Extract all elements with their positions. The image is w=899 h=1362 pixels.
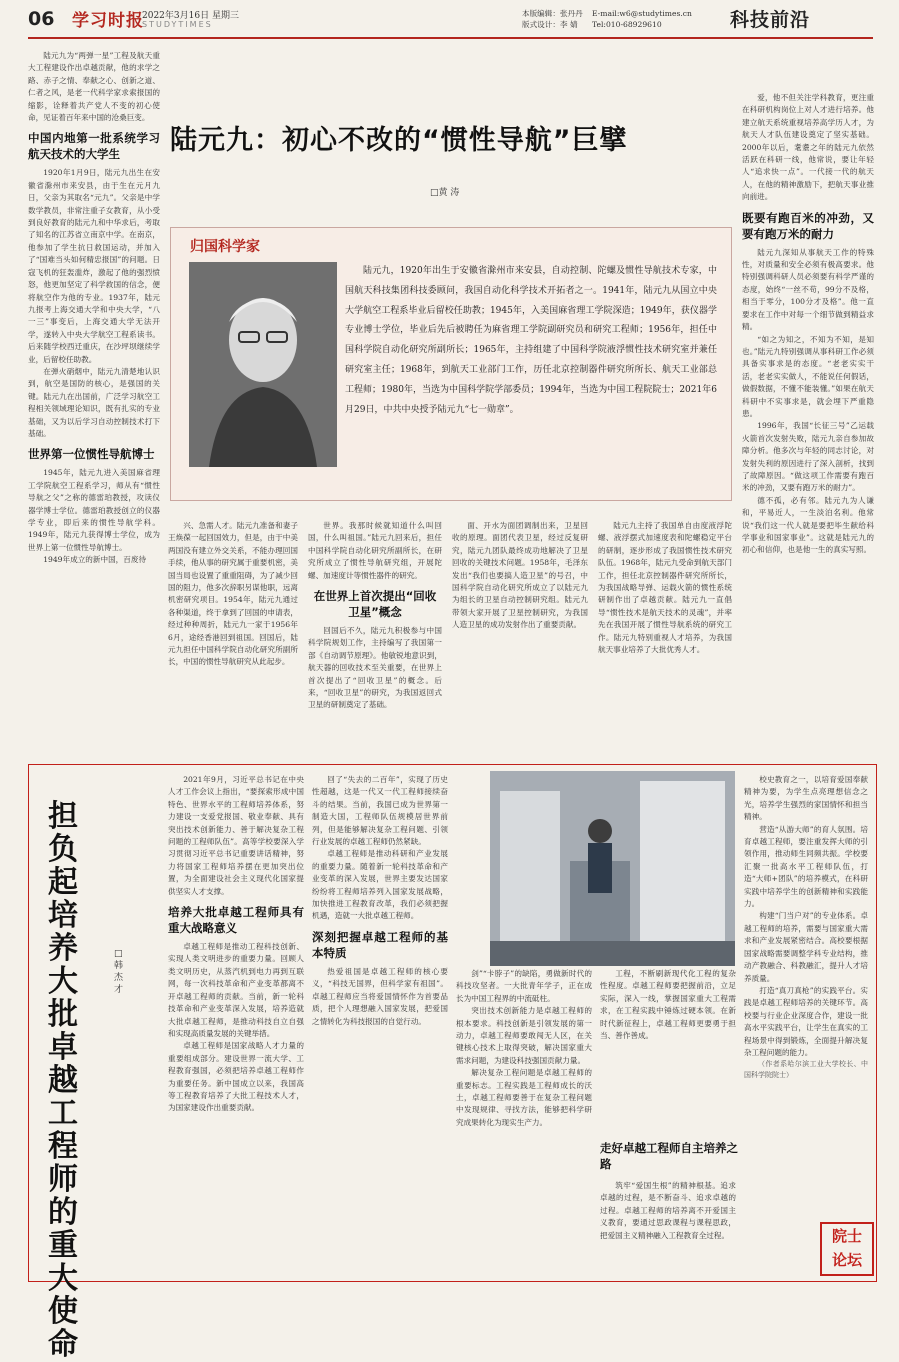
seal-line: 论坛: [831, 1251, 862, 1269]
paragraph: 卓越工程师是推动科研和产业发展的重要力量。随着新一轮科技革命和产业变革的深入发展，世界主要发达国家纷纷将工程师培养列入国家发展战略，加快推进工程教育改革，我们必须把握机遇，造就一大批卓越工程师。: [312, 849, 448, 921]
paragraph: 构建“门当户对”的专业体系。卓越工程师的培养，需要与国家重大需求和产业发展紧密结合。高校要根据国家战略需要调整学科专业结构，推动产教融合、科教融汇，提升人才培养质量。: [744, 911, 868, 983]
paragraph: 面、开水为面团调制出来，卫星回收的原理。面团代表卫星，经过反复研究，陆元九团队最终成功地解决了卫星回收的关键技术问题。1958年，毛泽东发出“我们也要搞人造卫星”的号召，中国科学院自动化研究所成立了以陆元九为组长的卫星自动控制研究组。陆元九带领大家开展了卫星控制研究，为我国人造卫星的成功发射作出了重要贡献。: [452, 521, 588, 630]
paragraph: 校史教育之一，以培育爱国奉献精神为要，为学生点亮理想信念之光，培养学生强烈的家国情怀和担当精神。: [744, 775, 868, 822]
article1-column-3: [308, 520, 442, 756]
subheading: 中国内地第一批系统学习航天技术的大学生: [28, 131, 160, 162]
paragraph: 剑”“卡脖子”的缺陷，勇做新时代的科技攻坚者。一大批青年学子，正在成长为中国工程界的中流砥柱。: [456, 969, 592, 1003]
paragraph: 兴、急需人才。陆元九准备和妻子王焕葆一起回国效力，但是，由于中美两国没有建立外交关系，不能办理回国手续，他从事的研究属于重要机密，美国当局也设置了重重阻碍，为了减少回国的阻力，他多次辞职另谋他职，远离机密研究项目。1954年，陆元九通过各种渠道，终于拿到了回国的申请表，经过种种周折，陆元九一家于1956年6月，途经香港回到祖国。回国后，陆元九担任中国科学院自动化研究所副所长，中国的惯性导航研究从此起步。: [168, 521, 298, 667]
paragraph: 2021年9月，习近平总书记在中央人才工作会议上指出，“要探索形成中国特色、世界水平的工程师培养体系，努力建设一支爱党报国、敬业奉献、具有突出技术创新能力、善于解决复杂工程问题的工程师队伍”。高等学校要深入学习贯彻习近平总书记重要讲话精神，努力将国家工程师培养摆在更加突出位置，为全面建设社会主义现代化国家提供坚实人才支撑。: [168, 775, 304, 896]
paragraph: 爱，他不但关注学科教育，更注重在科研机构岗位上对人才进行培养。他建立航天系统重视培养高学历人才，为航天人才队伍建设奠定了坚实基础。2000年以后，耄耋之年的陆元九依然活跃在科研一线，他常说，要让年轻人“追求快一点”。一代接一代的航天人，在他的精神激励下，把航天事业推向前进。: [742, 93, 874, 202]
paragraph: 突出技术创新能力是卓越工程师的根本要求。科技创新是引领发展的第一动力，卓越工程师要敢闯无人区，在关键核心技术上取得突破，解决国家重大需求问题，为建设科技强国贡献力量。: [456, 1006, 592, 1065]
issue-date: 2022年3月16日 星期三: [142, 11, 239, 21]
page-number: 06: [28, 8, 55, 30]
article1-column-4: [452, 520, 588, 756]
bio-heading: 归国科学家: [190, 239, 260, 255]
paragraph: 陆元九主持了我国单自由度液浮陀螺、液浮摆式加速度表和陀螺稳定平台的研制，逐步形成了我国惯性技术研究队伍。1968年，陆元九受命到航天部门工作，担任北京控制器件研究所所长，为我国战略导弹、运载火箭的惯性系统研制作出了卓越贡献。陆元九一直倡导“惯性技术是航天技术的灵魂”，并率先在我国开展了惯性导航系统的研究工作。陆元九特别重视人才培养，为我国航天事业培养了大批优秀人才。: [598, 521, 732, 655]
article1-left-column: [28, 50, 160, 750]
article2-title: 担负起培养大批卓越工程师的重大使命: [48, 799, 78, 1362]
author-note: （作者系哈尔滨工业大学校长、中国科学院院士）: [744, 1060, 868, 1080]
paragraph: 德不孤，必有邻。陆元九为人谦和，平易近人，一生淡泊名利。他常说“我们这一代人就是要把毕生献给科学事业和国家事业”。这就是陆元九的初心和信仰，也是他一生的真实写照。: [742, 495, 874, 555]
seal-line: 院士: [831, 1227, 862, 1245]
factory-illustration: [490, 771, 735, 966]
article2-column-5: [744, 774, 868, 1216]
newspaper-logo: 学习时报: [72, 11, 144, 31]
editor-credits: [522, 8, 583, 30]
subheading: 在世界上首次提出“回收卫星”概念: [313, 589, 437, 620]
paragraph: 营造“从游大师”的育人氛围。培育卓越工程师，要注重发挥大师的引领作用，推动师生同频共振。学校要汇聚一批高水平工程师队伍，打造“大师+团队”的培养模式，在科研实践中培养学生的创新精神和实践能力。: [744, 824, 868, 909]
paragraph: 卓越工程师是推动工程科技创新、实现人类文明进步的重要力量。回顾人类文明历史，从蒸汽机到电力再到互联网，每一次科技革命和产业变革都离不开卓越工程师的贡献。当前，新一轮科技革命和产业变革深入发展，培养造就大批卓越工程师，是推动科技自立自强和实现高质量发展的关键举措。: [168, 942, 304, 1038]
paragraph: 在弹火硝烟中，陆元九清楚地认识到，航空是国防的核心，是强国的关键。陆元九在出国前，广泛学习航空工程相关领域理论知识，既有扎实的专业基础，又为以后学习自动控制技术打下基础。: [28, 366, 160, 438]
subheading: 世界第一位惯性导航博士: [28, 447, 155, 462]
paragraph: “如之为知之，不知为不知，是知也。”陆元九特别强调从事科研工作必须具备实事求是的态度。“老老实实干活，老老实实做人，不能说任何假话，做假数据，不懂不能装懂。”如果在航天科研中不实事求是，就会埋下严重隐患。: [742, 334, 874, 418]
editor-name: 本版编辑：张丹丹: [522, 9, 583, 18]
bio-paragraph: 陆元九，1920年出生于安徽省滁州市来安县，自动控制、陀螺及惯性导航技术专家，中国航天科技集团科技委顾问，我国自动化科学技术开拓者之一。1941年，陆元九从国立中央大学航空工程系毕业后留校任助教；1945年，入美国麻省理工学院深造；1949年，获仪器学专业博士学位，毕业后先后被聘任为麻省理工学院副研究员和研究工程师；1956年，担任中国科学院自动化研究所副所长；1965年，主持组建了中国科学院液浮惯性技术研究室并兼任研究室主任；1968年，到航天工业部门工作，历任北京控制器件研究所所长、航天工业部总工程师；1980年，当选为中国科学院学部委员；1994年，当选为中国工程院院士；2021年6月29日，中共中央授予陆元九“七一勋章”。: [345, 266, 717, 415]
subheading: 走好卓越工程师自主培养之路: [600, 1141, 738, 1171]
paragraph: 回了“失去的二百年”，实现了历史性超越，这是一代又一代工程师接续奋斗的结果。当前，我国已成为世界第一制造大国，工程师队伍规模居世界前列，但是能够解决复杂工程问题、引领行业发展的卓越工程师仍然紧缺。: [312, 775, 448, 847]
paragraph: 解决复杂工程问题是卓越工程师的重要标志。工程实践是工程师成长的沃土，卓越工程师要善于在复杂工程问题中发现规律、寻找方法，能够把科学研究成果转化为现实生产力。: [456, 1068, 592, 1127]
contact-tel: Tel:010-68929610: [592, 20, 662, 29]
paragraph: 世界。我那时候就知道什么叫回国，什么叫祖国。”陆元九回来后，担任中国科学院自动化研究所副所长，在研究所成立了惯性导航研究组，开展陀螺、加速度计等惯性器件的研究。: [308, 521, 442, 580]
article2-column-2: [312, 774, 448, 1274]
paragraph: 回国后不久，陆元九积极参与中国科学院规划工作，主持编写了我国第一部《自动调节原理》。他敏锐地意识到，航天器的回收技术至关重要，在世界上首次提出了“回收卫星”的概念。后来，“回收卫星”的研究，为我国返回式卫星的研制奠定了基础。: [308, 626, 442, 710]
article2-column-1: [168, 774, 304, 1274]
portrait-photo: [189, 262, 337, 467]
paragraph: 1920年1月9日，陆元九出生在安徽省滁州市来安县，由于生在元月九日，父亲为其取名“元九”。父亲是中学数学教员，非常注重子女教育，从小受到良好教育的陆元九和中华求后，考取了知名的江苏省立南京中学。在南京，他参加了学生抗日救国运动，并加入了“国难当头如何精忠报国”的问题。日寇飞机的狂轰滥炸，激起了他的强烈愤怒，他更加坚定了科学救国的信念，便将航空作为他的专业。1937年，陆元九报考上海交通大学和中央大学，“八一三”事变后，上海交通大学无法开学，遂转入中央大学航空工程系读书。后来随学校西迁重庆，在沙坪坝继续学业，后留校任助教。: [28, 168, 160, 364]
paragraph: 卓越工程师是国家战略人才力量的重要组成部分。建设世界一流大学、工程教育强国，必须把培养卓越工程师作为重要任务。新中国成立以来，我国高等工程教育培养了大批工程技术人才，为国家建设作出重要贡献。: [168, 1041, 304, 1113]
bio-text: [345, 262, 717, 420]
paragraph: 工程，不断刷新现代化工程的复杂性程度。卓越工程师要把握前沿，立足实际，深入一线，掌握国家重大工程需求，在工程实践中锤炼过硬本领。在新时代新征程上，卓越工程师更要勇于担当、善作善成。: [600, 969, 736, 1041]
article2-column-4b: [600, 1180, 736, 1274]
article2-column-4: [600, 968, 736, 1136]
article2-author: □韩杰才: [114, 949, 124, 995]
contact-info: [592, 8, 692, 30]
article1-column-5: [598, 520, 732, 756]
paragraph: 打造“真刀真枪”的实践平台。实践是卓越工程师培养的关键环节。高校要与行业企业深度合作，建设一批高水平实践平台，让学生在真实的工程场景中得到锻炼，全面提升解决复杂工程问题的能力。: [744, 985, 868, 1057]
brand-english: STUDYTIMES: [142, 20, 213, 29]
paragraph: 陆元九为“两弹一星”工程及航天重大工程建设作出卓越贡献，他的求学之路、赤子之情、奉献之心、创新之道、仁者之风，是老一代科学家求索报国的缩影，诠释着共产党人不变的初心使命，见证着百年来中国的沧桑巨变。: [28, 51, 160, 123]
factory-photo: [490, 771, 735, 966]
paragraph: 1949年成立的新中国，百废待: [43, 555, 147, 565]
subheading: 培养大批卓越工程师具有重大战略意义: [168, 905, 304, 936]
paragraph: 陆元九深知从事航天工作的特殊性，对质量和安全必须有极高要求。他特别强调科研人员必须要有科学严谨的态度，始终“一丝不苟，99分不及格，相当于零分，100分才及格”。他一直要求在工作中对每一个细节做到精益求精。: [742, 247, 874, 332]
portrait-illustration: [189, 262, 337, 467]
article2-column-3: [456, 968, 592, 1274]
paragraph: 1945年，陆元九进入美国麻省理工学院航空工程系学习，师从有“惯性导航之父”之称的德雷珀教授，攻读仪器学博士学位。德雷珀教授创立的仪器学专业，即后来的惯性导航学科。1949年，陆元九获得博士学位，成为世界上第一位惯性导航博士。: [28, 468, 160, 552]
article1-column-2: [168, 520, 298, 756]
designer-name: 版式设计：李 婧: [522, 20, 578, 29]
subheading: 既要有跑百米的冲劲，又要有跑万米的耐力: [742, 210, 874, 241]
subheading: 深刻把握卓越工程师的基本特质: [312, 929, 448, 960]
paragraph: 筑牢“爱国生根”的精神根基。追求卓越的过程，是不断奋斗、追求卓越的过程。卓越工程师的培养离不开爱国主义教育，要通过思政课程与课程思政，把爱国主义精神融入工程教育全过程。: [600, 1181, 736, 1240]
article1-title: 陆元九：初心不改的“惯性导航”巨擘: [170, 125, 628, 156]
article1-right-column: [742, 92, 874, 756]
header-rule: [28, 37, 873, 39]
paragraph: 热爱祖国是卓越工程师的核心要义，“科技无国界，但科学家有祖国”。卓越工程师应当将爱国情怀作为首要品质，把个人理想融入国家发展，把爱国之情转化为科技报国的自觉行动。: [312, 966, 448, 1026]
article1-author: □黄 涛: [430, 188, 460, 198]
contact-email: E-mail:w6@studytimes.cn: [592, 9, 692, 18]
academician-forum-seal: [820, 1222, 874, 1276]
paragraph: 1996年，我国“长征三号”乙运载火箭首次发射失败，陆元九亲自参加故障分析。他多次与年轻的同志讨论，对发射失利的原因进行了深入剖析，找到了故障原因。“做这项工作需要有跑百米的冲劲，又要有跑万米的耐力”。: [742, 421, 874, 493]
section-title: 科技前沿: [730, 9, 811, 31]
